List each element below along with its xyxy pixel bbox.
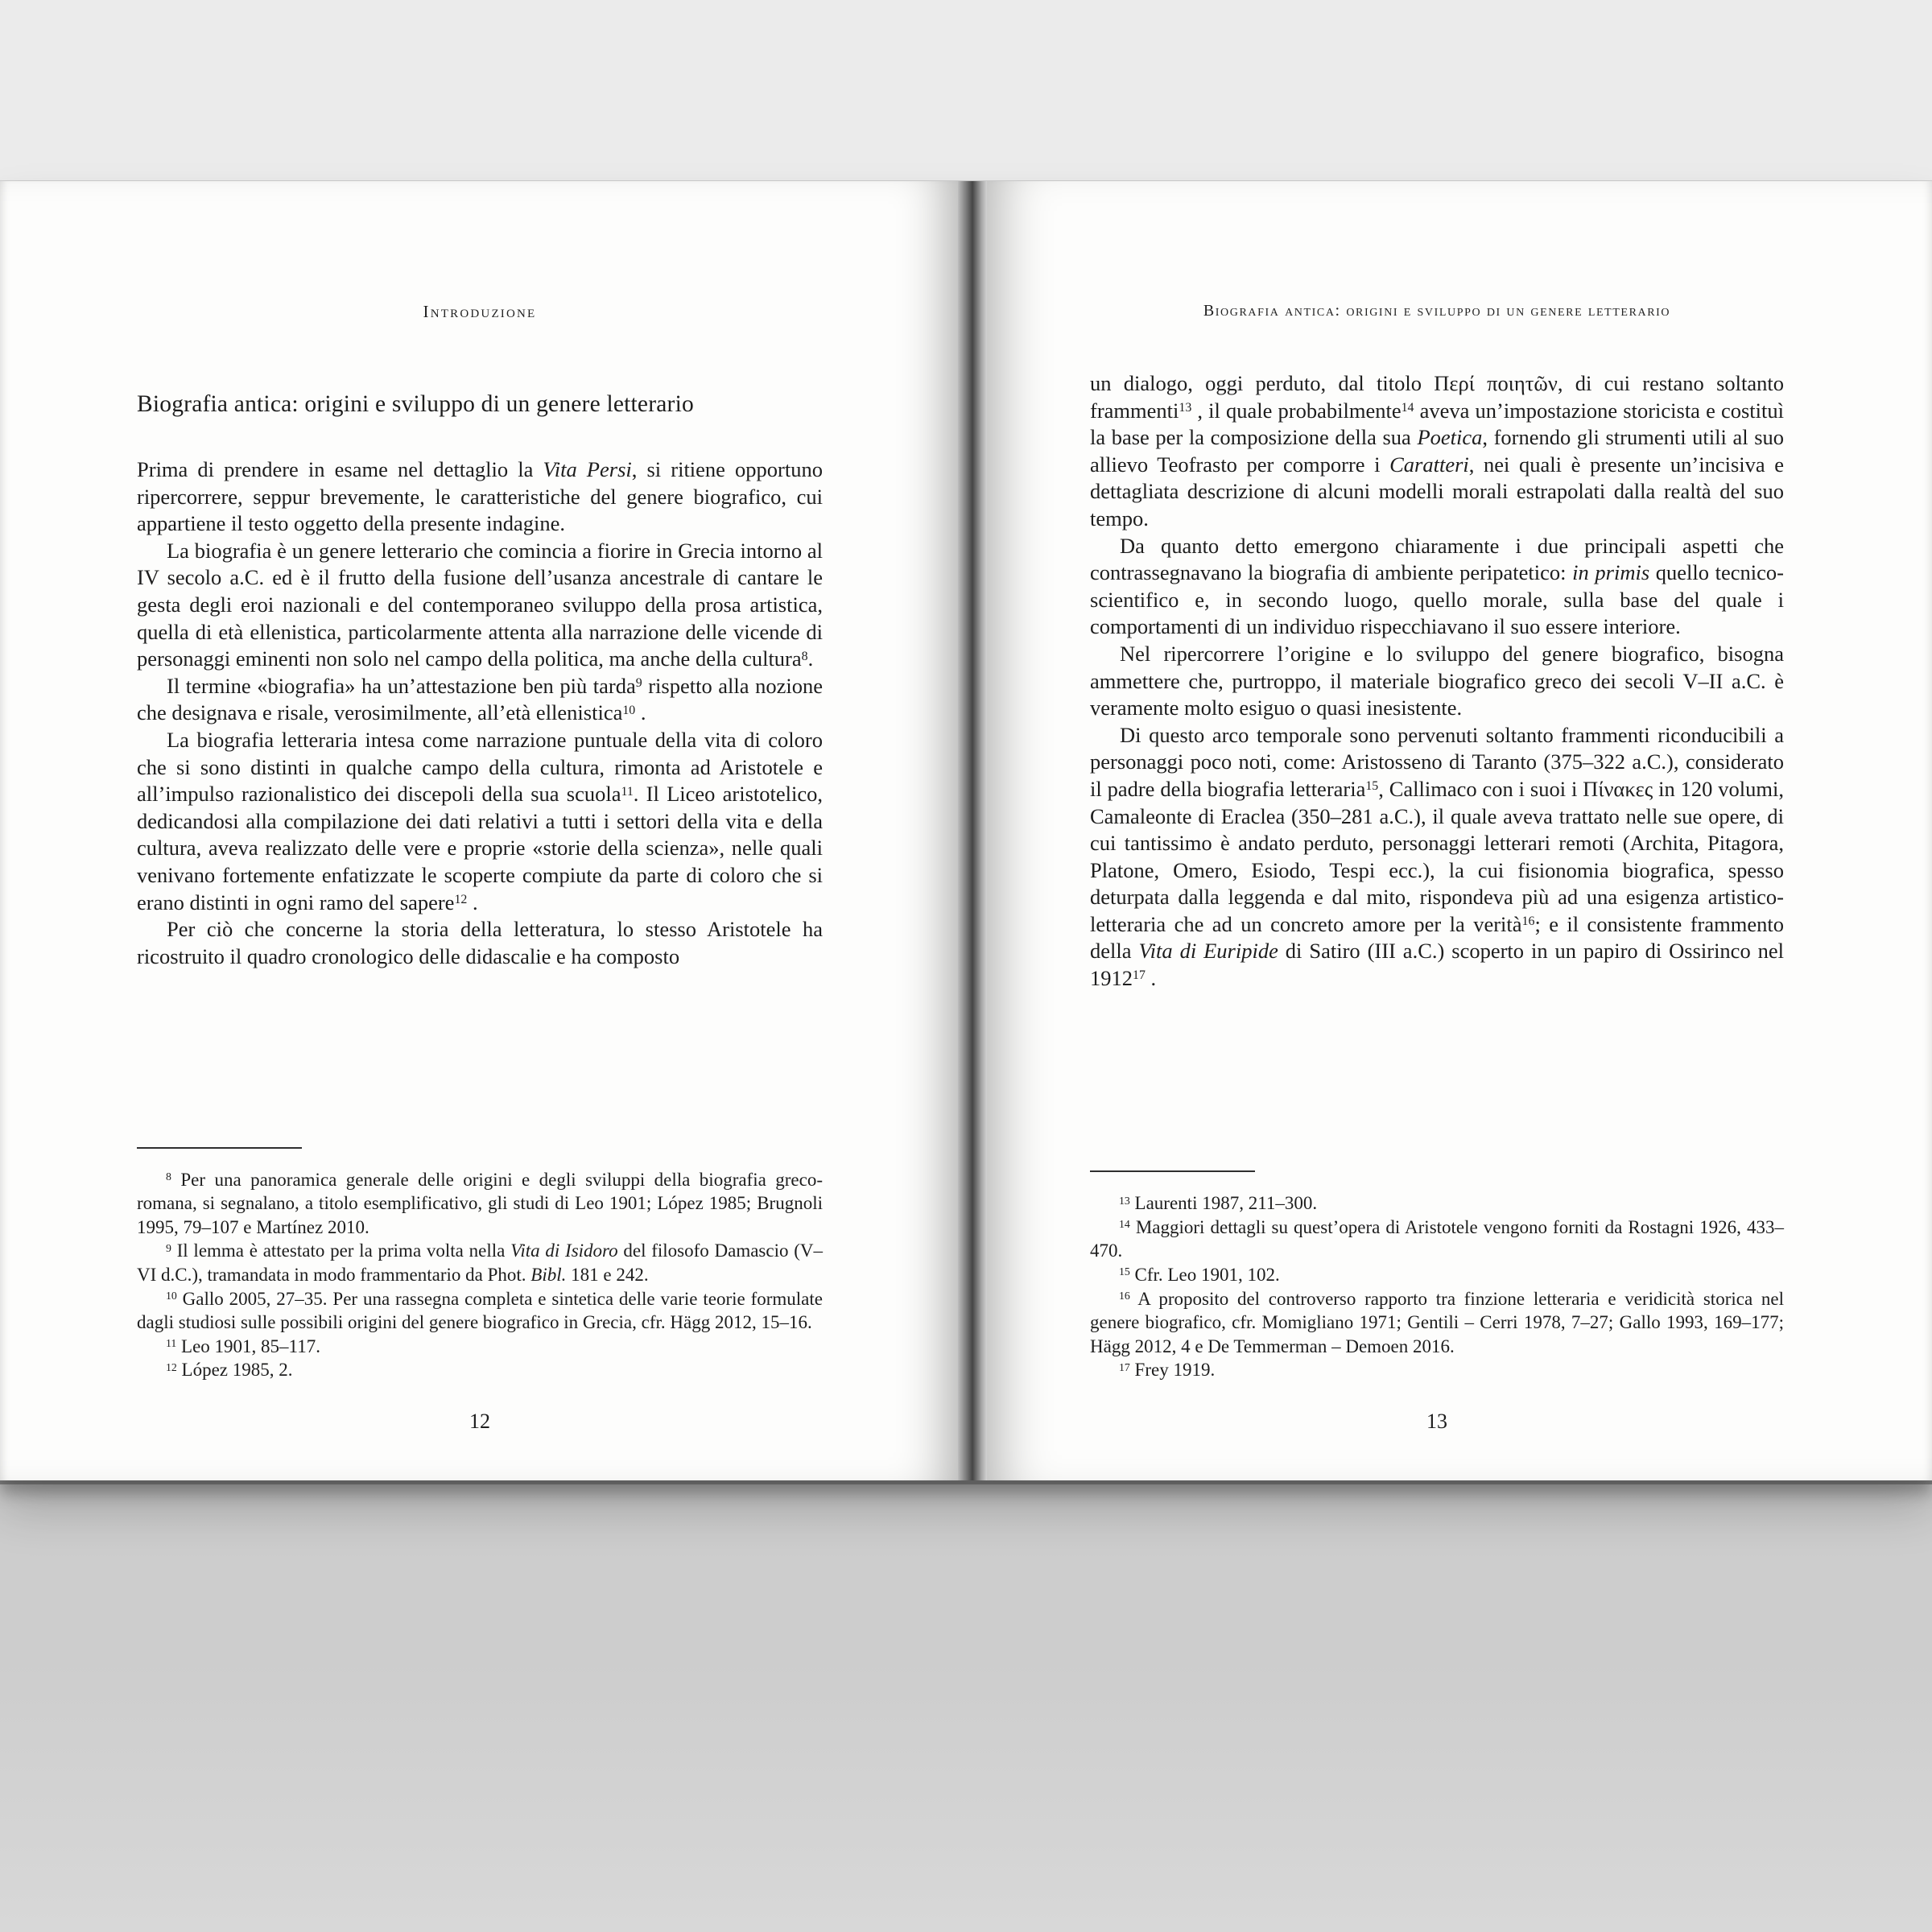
right-page — [987, 181, 1932, 1480]
footnotes-right — [1090, 1151, 1784, 1382]
footnote-separator — [1090, 1170, 1255, 1172]
footnote-separator — [137, 1147, 302, 1149]
paragraph: La biografia è un genere letterario che comincia a fiorire in Grecia intorno al IV secolo a.C. ed è il frutto della fusione dell’usanza ancestrale di cantare le gesta degli eroi nazionali e del contemporaneo sviluppo della prosa artistica, quella di età ellenistica, particolarmente attenta alla narrazione delle vicende di personaggi eminenti non solo nel campo della politica, ma anche della cultura$^8$. — [137, 538, 823, 671]
footnote: $^{17}$ Frey 1919. — [1119, 1360, 1216, 1381]
footnote: $^9$ Il lemma è attestato per la prima volta nella Vita di Isidoro del filosofo Damascio (V–VI d.C.), tramandata in modo frammentario da Phot. Bibl. 181 e 242. — [137, 1241, 823, 1286]
paragraph: Il termine «biografia» ha un’attestazione ben più tarda$^9$ rispetto alla nozione che designava e risale, verosimilmente, all’età ellenistica$^{10}$ . — [137, 673, 823, 725]
page-number-left: 12 — [469, 1410, 490, 1433]
chapter-title: Biografia antica: origini e sviluppo di un genere letterario — [137, 391, 694, 417]
footnote: $^8$ Per una panoramica generale delle origini e degli sviluppi della biografia greco-romana, si segnalano, a titolo esemplificativo, gli studi di Leo 1901; López 1985; Brugnoli 1995, 79–107 e Martínez 2010. — [137, 1169, 823, 1237]
right-page-content — [987, 181, 1932, 1480]
footnotes-left — [137, 1128, 823, 1382]
running-header-left: Introduzione — [423, 302, 537, 321]
left-page — [0, 181, 958, 1480]
footnote: $^{10}$ Gallo 2005, 27–35. Per una rassegna completa e sintetica delle varie teorie formulate dagli studiosi sulle possibili origini del genere biografico in Grecia, cfr. Hägg 2012, 15–16. — [137, 1288, 823, 1333]
paragraph: un dialogo, oggi perduto, dal titolo Περί ποιητῶν, di cui restano soltanto frammenti$^{13}$ , il quale probabilmente$^{14}$ aveva un’impostazione storicista e costituì la base per la composizione della sua Poetica, fornendo gli strumenti utili al suo allievo Teofrasto per comporre i Caratteri, nei quali è presente un’incisiva e dettagliata descrizione di alcuni modelli morali estrapolati dalla realtà del suo tempo. — [1090, 371, 1785, 530]
footnote: $^{16}$ A proposito del controverso rapporto tra finzione letteraria e veridicità storica nel genere biografico, cfr. Momigliano 1971; Gentili – Cerri 1978, 7–27; Gallo 1993, 169–177; Hägg 2012, 4 e De Temmerman – Demoen 2016. — [1090, 1288, 1784, 1356]
paragraph: Di questo arco temporale sono pervenuti soltanto frammenti riconducibili a personaggi poco noti, come: Aristosseno di Taranto (375–322 a.C.), considerato il padre della biografia letteraria$^{15}$, Callimaco con i suoi i Πίνακες in 120 volumi, Camaleonte di Eraclea (350–281 a.C.), il quale aveva trattato nelle sue opere, di cui tantissimo è andato perduto, personaggi letterari remoti (Archita, Pitagora, Platone, Omero, Esiodo, Tespi ecc.), la cui fisionomia biografica, spesso deturpata dalla leggenda e dal mito, rispondeva più ad una esigenza artistico-letteraria che ad un concreto amore per la verità$^{16}$; e il consistente frammento della Vita di Euripide di Satiro (III a.C.) scoperto in un papiro di Ossirinco nel 1912$^{17}$ . — [1090, 722, 1785, 991]
paragraph: Per ciò che concerne la storia della letteratura, lo stesso Aristotele ha ricostruito il quadro cronologico delle didascalie e ha composto — [137, 917, 823, 968]
book-spread — [0, 181, 1932, 1480]
footnote: $^{12}$ López 1985, 2. — [166, 1360, 293, 1381]
body-text-left — [137, 456, 823, 970]
running-header-right: Biografia antica: origini e sviluppo di un genere letterario — [1203, 302, 1671, 320]
footnote: $^{13}$ Laurenti 1987, 211–300. — [1119, 1193, 1318, 1214]
left-page-content — [0, 181, 958, 1480]
paragraph: Da quanto detto emergono chiaramente i due principali aspetti che contrassegnavano la biografia di ambiente peripatetico: in primis quello tecnico-scientifico e, in secondo luogo, quello morale, sulla base del quale i comportamenti di un individuo rispecchiavano il suo essere interiore. — [1090, 533, 1784, 639]
footnote: $^{11}$ Leo 1901, 85–117. — [166, 1335, 320, 1356]
page-number-right: 13 — [1426, 1410, 1447, 1433]
paragraph: Prima di prendere in esame nel dettaglio la Vita Persi, si ritiene opportuno ripercorrere, seppur brevemente, le caratteristiche del genere biografico, cui appartiene il testo oggetto della presente indagine. — [137, 457, 823, 536]
book-spine — [958, 181, 987, 1480]
body-text-right — [1090, 370, 1784, 993]
footnote: $^{15}$ Cfr. Leo 1901, 102. — [1119, 1265, 1280, 1286]
paragraph: Nel ripercorrere l’origine e lo sviluppo del genere biografico, bisogna ammettere che, purtroppo, il materiale biografico greco dei secoli V–II a.C. è veramente molto esiguo o quasi inesistente. — [1090, 641, 1784, 720]
footnote: $^{14}$ Maggiori dettagli su quest’opera di Aristotele vengono forniti da Rostagni 1926, 433–470. — [1090, 1216, 1784, 1261]
paragraph: La biografia letteraria intesa come narrazione puntuale della vita di coloro che si sono distinti in qualche campo della cultura, rimonta ad Aristotele e all’impulso razionalistico dei discepoli della sua scuola$^{11}$. Il Liceo aristotelico, dedicandosi alla compilazione dei dati relativi a tutti i settori della vita e della cultura, aveva realizzato delle vere e proprie «storie della scienza», nelle quali venivano fortemente enfatizzate le scoperte compiute da parte di coloro che si erano distinti in ogni ramo del sapere$^{12}$ . — [137, 727, 823, 914]
